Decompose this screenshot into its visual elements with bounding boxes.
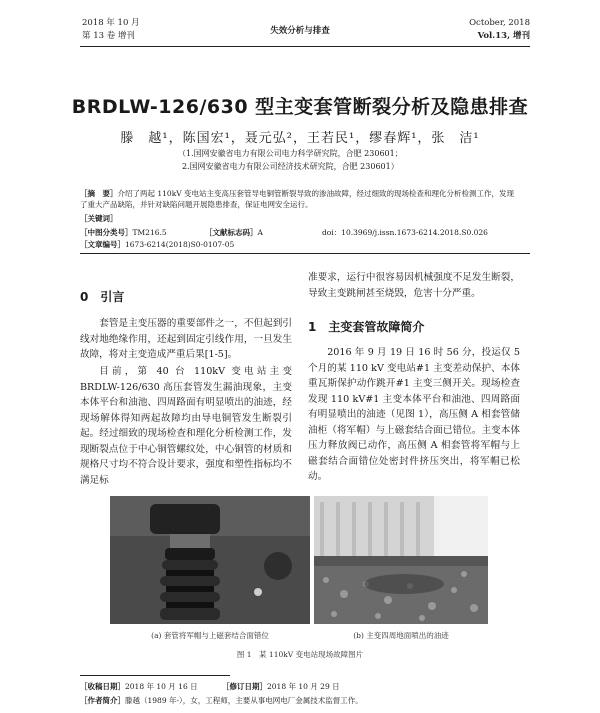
affiliation-1: （1.国网安徽省电力有限公司电力科学研究院，合肥 230601； [178, 149, 403, 158]
paper-title: BRDLW-126/630 型主变套管断裂分析及隐患排查 [71, 96, 529, 118]
author-bio-line [80, 694, 363, 707]
header-center: 失效分析与排查 [270, 26, 330, 36]
revised-line [222, 680, 340, 693]
header-right-date: October, 2018 [469, 18, 530, 28]
doi: doi：10.3969/j.issn.1673-6214.2018.S0.026 [322, 228, 488, 237]
received-label: ［收稿日期］ [80, 682, 125, 691]
footer-rule [80, 675, 230, 676]
bushing-photo-drawing [110, 496, 310, 624]
clc-value: TM216.5 [132, 228, 167, 237]
section-1-heading: 1 主变套管故障简介 [308, 320, 425, 334]
article-value: 1673-6214(2018)S0-0107-05 [125, 240, 235, 249]
authors: 滕 越¹，陈国宏¹，聂元弘²，王若民¹，缪春辉¹，张 洁¹ [120, 131, 480, 146]
header-left-date: 2018 年 10 月 [82, 18, 140, 28]
abstract-label: ［摘 要］ [80, 189, 118, 198]
clc-label: ［中图分类号］ [80, 228, 133, 237]
figure-caption-b: (b) 主变四周地面喷出的油迹 [353, 631, 449, 640]
abstract-text: 介绍了两起 110kV 变电站主变高压套管导电铜管断裂导致的渗油故障，经过细致的现场检查和理化分析检测工作，发现了重大产品缺陷，并针对缺陷问题开展隐患排查，保证电网安全运行。 [80, 189, 515, 209]
figure-photo-b [314, 496, 488, 624]
clc-line [80, 227, 167, 238]
section-0-para-2: 目前，第 40 台 110kV 变电站主变 BRDLW-126/630 高压套管发生漏油现象，主变本体平台和油池、四周路面有明显喷出的油迹，经现场解体得知两起故障均由导电铜管发生断裂引起。经过细致的现场检查和理化分析检测工作，发现断裂点位于中心铜管螺纹处，中心铜管的材质和规格尺寸均不符合设计要求，强度和塑性指标均不满足标 [80, 366, 292, 486]
figure-photo-a [110, 496, 310, 624]
figure-caption-a: (a) 套管将军帽与上磁套结合面错位 [151, 631, 269, 640]
received-value: 2018 年 10 月 16 日 [125, 682, 198, 691]
keywords-label: ［关键词］ [80, 214, 118, 223]
right-col-para-0: 准要求，运行中很容易因机械强度不足发生断裂，导致主变跳闸甚至烧毁，危害十分严重。 [308, 272, 520, 299]
header-left-issue: 第 13 卷 增刊 [82, 31, 135, 41]
header-rule [80, 46, 530, 47]
section-0-para-1: 套管是主变压器的重要部件之一，不但起到引线对地绝缘作用，还起到固定引线作用，一旦发生故障，将对主变造成严重后果[1-5]。 [80, 318, 292, 360]
header-right-issue: Vol.13, 增刊 [477, 31, 530, 41]
author-bio-label: ［作者简介］ [80, 696, 125, 705]
affiliation-2: 2.国网安徽省电力有限公司经济技术研究院，合肥 230601） [182, 162, 399, 171]
doc-value: A [257, 228, 263, 237]
author-bio-value: 滕越（1989 年-），女，工程师，主要从事电网电厂金属技术监督工作。 [125, 696, 363, 705]
abstract [80, 188, 520, 210]
article-line [80, 239, 234, 250]
section-0-heading: 0 引言 [80, 290, 125, 304]
received-line [80, 680, 198, 693]
revised-value: 2018 年 10 月 29 日 [267, 682, 340, 691]
revised-label: ［修订日期］ [222, 682, 267, 691]
ground-oil-photo-drawing [314, 496, 488, 624]
article-label: ［文章编号］ [80, 240, 125, 249]
doc-label: ［文献标志码］ [205, 228, 258, 237]
figure-caption: 图 1 某 110kV 变电站现场故障图片 [236, 650, 364, 659]
section-1-para-1: 2016 年 9 月 19 日 16 时 56 分，投运仅 5 个月的某 110 kV 变电站#1 主变差动保护、本体重瓦斯保护动作跳开#1 主变三侧开关。现场检查发现 110 kV#1 主变本体平台和油池、四周路面有明显喷出的油迹（见图 1），高压侧 A 相套管储油柜（将军帽）与上磁套结合面已错位。主变本体压力释放阀已动作，高压侧 A 相套管将军帽与上磁套结合面错位处密封件挤压突出，将军帽已松动。 [308, 347, 520, 482]
abstract-rule [80, 253, 530, 254]
doc-line [205, 227, 263, 238]
